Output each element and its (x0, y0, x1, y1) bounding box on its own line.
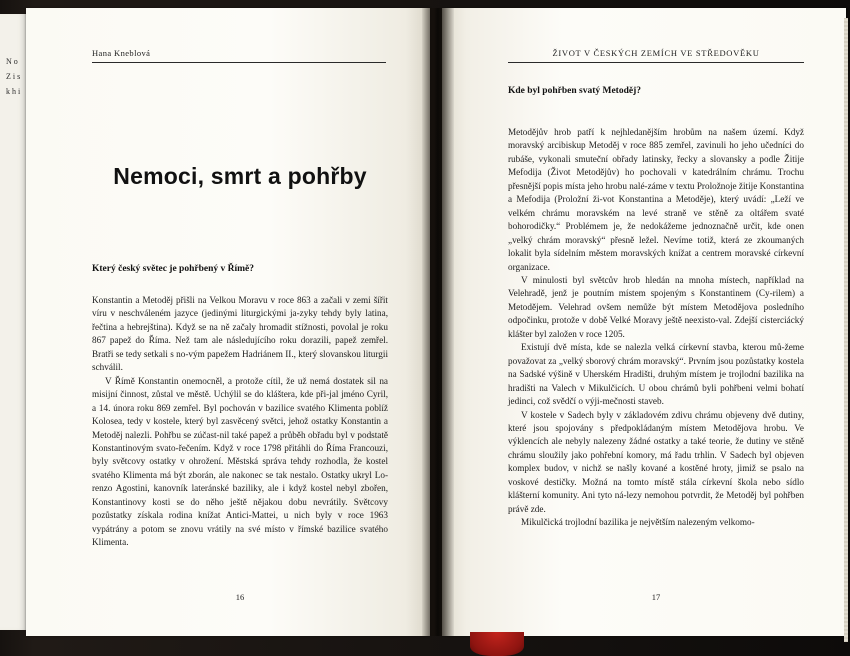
left-body-text (92, 294, 388, 550)
right-running-head: ŽIVOT V ČESKÝCH ZEMÍCH VE STŘEDOVĚKU (552, 48, 760, 58)
left-running-head: Hana Kneblová (92, 48, 151, 58)
left-header-rule (92, 62, 386, 63)
paragraph: Existují dvě místa, kde se nalezla velká církevní stavba, kterou mů-žeme považovat za „velký sborový chrám moravský“. Prvním jsou pozůstatky kostela na Sadské výšině v Uherském Hradišti, druhým místem je trojlodní bazilika na hradišti na Valech v Mikulčicích. U obou chrámů byli pohřbeni velmi bohatí jedinci, což svědčí o výji-mečnosti staveb. (508, 342, 804, 407)
right-subheading: Kde byl pohřben svatý Metoděj? (508, 86, 641, 96)
book-spine-gutter (422, 8, 454, 636)
background-book-edge (0, 14, 27, 630)
paragraph: V minulosti byl světcův hrob hledán na mnoha místech, například na Velehradě, jenž je poutním místem spojeným s Konstantinem (Cy-rilem) a Metodějem. Velehrad ovšem nemůže být místem Metodějova posledního odpočinku, protože v době Velké Moravy ještě neexisto-val. Zdejší cisterciácký klášter byl založen v roce 1205. (508, 274, 804, 339)
right-page-content (442, 8, 846, 636)
open-book (26, 8, 846, 636)
left-page-content (26, 8, 430, 636)
right-page (442, 8, 846, 636)
right-page-number: 17 (651, 592, 661, 602)
left-subheading: Který český světec je pohřbený v Římě? (92, 264, 254, 274)
right-header-rule (508, 62, 804, 63)
paragraph: V Římě Konstantin onemocněl, a protože cítil, že už nemá dostatek sil na misijní činnost, zůstal ve městě. Uchýlil se do kláštera, kde při-jal jméno Cyril, a 14. února roku 869 zemřel. Byl pochován v bazilice svatého Klimenta poblíž Kolosea, tedy v kostele, který byl zasvěcený světci, jehož ostatky Konstantin a Metoděj nalezli. Pohřbu se zúčast-nil také papež a průběh obřadu byl v podstatě Konstantinovým svato-řečením. Když v roce 1798 přitáhli do Říma Francouzi, byly světcovy ostatky v ohrožení. Městská správa tehdy rozhodla, že kostel svatého Klimenta má být zborán, ale nakonec se tak nestalo. Ostatky ukryl Lo-renzo Agostini, kanovník lateránské baziliky, ale i když kostel nebyl zbořen, Konstantinovy kosti se do něho ještě nějakou dobu nevrátily. Světcovy pozůstatky získala rodina knížat Antici-Mattei, u nich byly v roce 1963 vypátrány a potom se znovu vrátily na své místo v římské bazilice svatého Klimenta. (92, 375, 388, 548)
left-page-number: 16 (235, 592, 245, 602)
page-edges (844, 18, 848, 642)
left-page (26, 8, 430, 636)
chapter-title: Nemoci, smrt a pohřby (113, 163, 367, 190)
background-book-text: N o Z i s k h i (6, 57, 21, 96)
paragraph: V kostele v Sadech byly v základovém zdivu chrámu objeveny dvě dutiny, které jsou spojovány s předpokládaným místem Metodějova hrobu. Ve výklencích ale nebyly nalezeny žádné ostatky a také teorie, že dutiny ve stěně chrámu sloužily jako pohřební komory, má řadu trhlin. V Sadech byl objeven komplex budov, v nichž se našly kované a kostěné hroty, jimiž se psalo na voskové destičky. Možná na tomto místě stála církevní škola nebo sídlo klášterní komunity. Ani tyto ná-lezy nemohou potvrdit, že Metoděj byl pohřben právě zde. (508, 409, 804, 514)
red-bookmark-ribbon (470, 632, 524, 656)
paragraph: Mikulčická trojlodní bazilika je největším nalezeným velkomo- (521, 517, 755, 528)
right-body-text (508, 126, 804, 530)
paragraph: Metodějův hrob patří k nejhledanějším hrobům na našem území. Když moravský arcibiskup Metoděj v roce 885 zemřel, zavinuli ho jeho učedníci do rubáše, vykonali smuteční obřady latinsky, řecky a slovansky a podle Žitije Mefodija (Život Metodějův) ho pochovali v katedrálním chrámu. Trochu přesnější popis místa jeho hrobu nalé-záme v textu Proložnoje žitije Konstantina a Mefodija (Proložní ži-vot Konstantina a Metoděje), který uvádí: „Leží ve velkém chrámu moravském na levé straně ve stěně za oltářem svaté bohorodičky.“ Problémem je, že nedokážeme jednoznačně určit, kde onen „velký chrám moravský“ přesně ležel. Nevíme totiž, která ze zkoumaných lokalit byla sídelním městem moravských knížat a centrem moravské církevní organizace. (508, 127, 804, 272)
paragraph: Konstantin a Metoděj přišli na Velkou Moravu v roce 863 a začali v zemi šířit víru v neschváleném jazyce (jedinými liturgickými ja-zyky tehdy byly latina, řečtina a hebrejština). Když se na ně začaly hromadit stížnosti, povolal je roku 867 papež do Říma. Než tam ale následujícího roku dorazili, papež zemřel. Bratři se tedy setkali s no-vým papežem Hadriánem II., který slovanskou liturgii schválil. (92, 295, 388, 373)
